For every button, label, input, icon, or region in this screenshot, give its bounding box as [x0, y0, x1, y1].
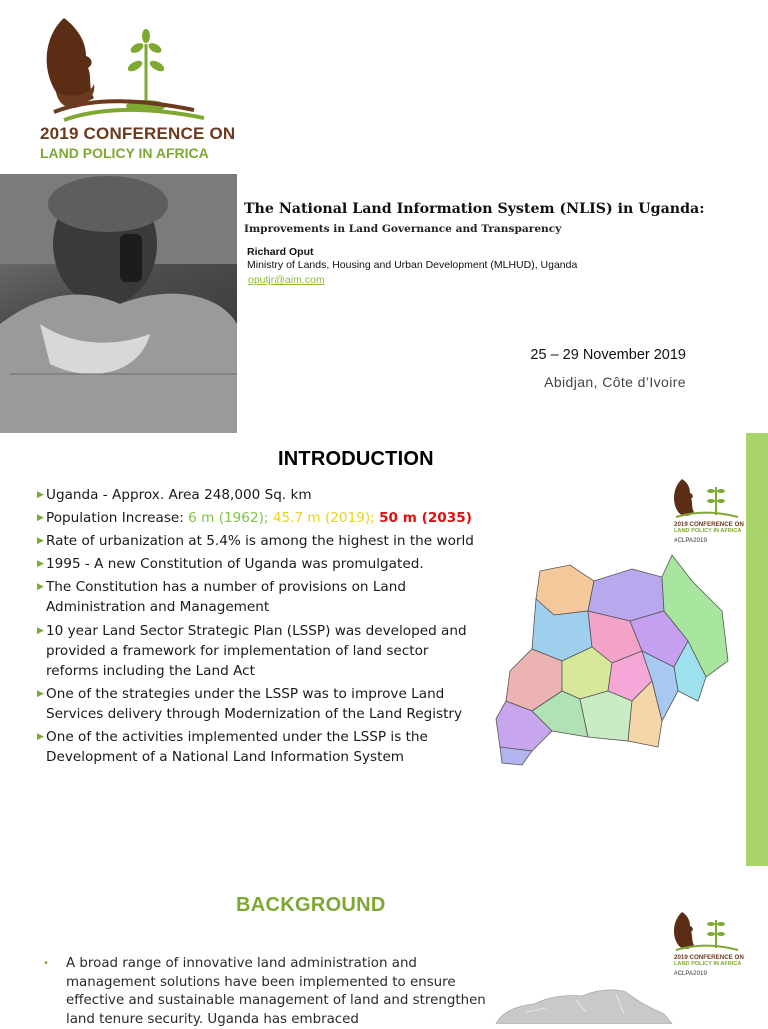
background-slide	[0, 866, 768, 1027]
logo-line-1: 2019 CONFERENCE ON	[674, 521, 744, 528]
bullet-text: 1995 - A new Constitution of Uganda was promulgated.	[46, 556, 424, 573]
introduction-bullet-list	[38, 485, 476, 770]
logo-line-2: LAND POLICY IN AFRICA	[40, 145, 209, 161]
author-email-link[interactable]: oputjr@aim.com	[248, 274, 325, 286]
africa-map	[486, 984, 716, 1024]
bullet-arrow-icon: ▶	[37, 732, 44, 743]
logo-line-2: LAND POLICY IN AFRICA	[674, 961, 742, 967]
list-item	[38, 577, 476, 617]
bullet-text: Rate of urbanization at 5.4% is among the highest in the world	[46, 533, 474, 550]
bullet-text: The Constitution has a number of provisions on Land Administration and Management	[46, 579, 406, 616]
bullet-text: One of the activities implemented under the LSSP is the Development of a National Land Information System	[46, 729, 428, 766]
background-text: A broad range of innovative land administration and management solutions have been implemented to ensure effective and sustainable management of land and strengthen land tenure security. Uganda has embraced	[66, 956, 486, 1027]
list-item	[38, 485, 476, 505]
bullet-arrow-icon: ▶	[37, 536, 44, 547]
uganda-districts-map	[492, 551, 750, 779]
population-1962: 6 m (1962);	[188, 510, 269, 527]
presentation-subtitle: Improvements in Land Governance and Transparency	[244, 223, 562, 235]
list-item	[38, 621, 476, 681]
woman-phone-photo-icon	[0, 174, 237, 433]
conference-logo-small	[668, 910, 746, 986]
presentation-title: The National Land Information System (NLIS) in Uganda:	[244, 201, 705, 217]
woman-phone-photo	[0, 174, 237, 433]
conference-venue: Abidjan, Côte d’Ivoire	[544, 374, 686, 390]
bullet-text: One of the strategies under the LSSP was to improve Land Services delivery through Modernization of the Land Registry	[46, 685, 463, 722]
logo-line-1: 2019 CONFERENCE ON	[40, 124, 236, 143]
logo-hashtag: #CLPA2019	[674, 537, 707, 544]
logo-hashtag: #CLPA2019	[674, 970, 707, 977]
bullet-arrow-icon: ▶	[37, 513, 44, 524]
conference-logo-icon	[668, 910, 746, 954]
bullet-text: 10 year Land Sector Strategic Plan (LSSP) was developed and provided a framework for implementation of land sector reforms including the Land Act	[46, 622, 467, 679]
introduction-slide	[0, 433, 768, 866]
population-2019: 45.7 m (2019);	[272, 510, 375, 527]
bullet-dot-icon: •	[43, 958, 49, 969]
list-item	[38, 508, 476, 528]
introduction-heading: INTRODUCTION	[278, 448, 434, 470]
background-bullet	[43, 955, 488, 1029]
list-item	[38, 684, 476, 724]
author-affiliation: Ministry of Lands, Housing and Urban Development (MLHUD), Uganda	[247, 259, 578, 271]
conference-logo	[34, 14, 236, 164]
logo-line-2: LAND POLICY IN AFRICA	[674, 528, 742, 534]
list-item	[38, 727, 476, 767]
author-name: Richard Oput	[247, 246, 314, 258]
list-item	[38, 531, 476, 551]
conference-logo-small	[668, 477, 746, 553]
bullet-arrow-icon: ▶	[37, 490, 44, 500]
conference-dates: 25 – 29 November 2019	[530, 347, 686, 363]
logo-line-1: 2019 CONFERENCE ON	[674, 954, 744, 961]
bullet-text: Uganda - Approx. Area 248,000 Sq. km	[46, 487, 312, 503]
conference-logo-icon	[668, 477, 746, 521]
conference-logo-icon	[34, 14, 224, 124]
list-item	[38, 554, 476, 574]
title-slide	[0, 0, 768, 433]
bullet-arrow-icon: ▶	[37, 625, 44, 636]
bullet-arrow-icon: ▶	[37, 559, 44, 570]
background-heading: BACKGROUND	[236, 894, 386, 916]
population-2035: 50 m (2035)	[379, 510, 472, 527]
bullet-arrow-icon: ▶	[37, 688, 44, 699]
bullet-arrow-icon: ▶	[37, 582, 44, 593]
bullet-text: Population Increase:	[46, 510, 189, 527]
